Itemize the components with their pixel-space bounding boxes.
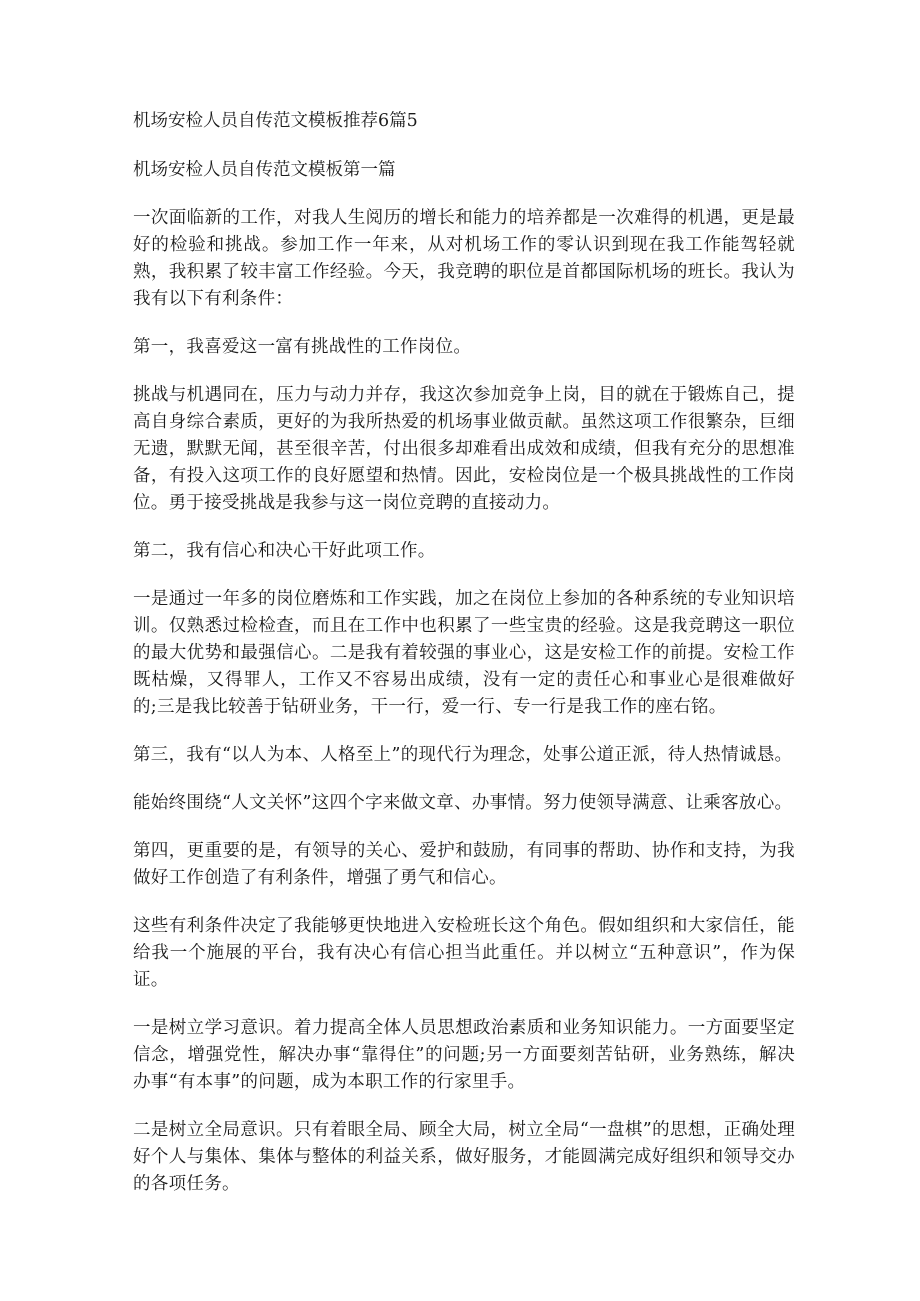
document-body xyxy=(133,108,795,1219)
paragraph-conditions-summary: 这些有利条件决定了我能够更快地进入安检班长这个角色。假如组织和大家信任，能给我一个施展的平台，我有决心有信心担当此重任。并以树立“五种意识”，作为保证。 xyxy=(133,916,795,990)
paragraph-learning-awareness: 一是树立学习意识。着力提高全体人员思想政治素质和业务知识能力。一方面要坚定信念，增强党性，解决办事“靠得住”的问题;另一方面要刻苦钻研，业务熟练，解决办事“有本事”的问题，成为本职工作的行家里手。 xyxy=(133,1018,795,1092)
paragraph-intro: 一次面临新的工作，对我人生阅历的增长和能力的培养都是一次难得的机遇，更是最好的检验和挑战。参加工作一年来，从对机场工作的零认识到现在我工作能驾轻就熟，我积累了较丰富工作经验。今天，我竞聘的职位是首都国际机场的班长。我认为我有以下有利条件： xyxy=(133,208,795,309)
paragraph-point-3-heading: 第三，我有“以人为本、人格至上”的现代行为理念，处事公道正派，待人热情诚恳。 xyxy=(133,745,793,765)
paragraph-point-1-body: 挑战与机遇同在，压力与动力并存，我这次参加竞争上岗，目的就在于锻炼自己，提高自身综合素质，更好的为我所热爱的机场事业做贡献。虽然这项工作很繁杂，巨细无遗，默默无闻，甚至很辛苦，付出很多却难看出成效和成绩，但我有充分的思想准备，有投入这项工作的良好愿望和热情。因此，安检岗位是一个极具挑战性的工作岗位。勇于接受挑战是我参与这一岗位竞聘的直接动力。 xyxy=(133,385,795,513)
paragraph-point-2-heading: 第二，我有信心和决心干好此项工作。 xyxy=(133,541,436,561)
paragraph-overall-awareness: 二是树立全局意识。只有着眼全局、顾全大局，树立全局“一盘棋”的思想，正确处理好个人与集体、集体与整体的利益关系，做好服务，才能圆满完成好组织和领导交办的各项任务。 xyxy=(133,1120,795,1194)
section-title: 机场安检人员自传范文模板第一篇 xyxy=(133,160,396,180)
document-title: 机场安检人员自传范文模板推荐6篇5 xyxy=(133,111,418,131)
paragraph-point-1-heading: 第一，我喜爱这一富有挑战性的工作岗位。 xyxy=(133,337,472,357)
paragraph-point-4: 第四，更重要的是，有领导的关心、爱护和鼓励，有同事的帮助、协作和支持，为我做好工作创造了有利条件，增强了勇气和信心。 xyxy=(133,841,795,888)
paragraph-point-3-body: 能始终围绕“人文关怀”这四个字来做文章、办事情。努力使领导满意、让乘客放心。 xyxy=(133,793,793,813)
paragraph-point-2-body: 一是通过一年多的岗位磨炼和工作实践，加之在岗位上参加的各种系统的专业知识培训。仅熟悉过检检查，而且在工作中也积累了一些宝贵的经验。这是我竞聘这一职位的最大优势和最强信心。二是我有着较强的事业心，这是安检工作的前提。安检工作既枯燥，又得罪人，工作又不容易出成绩，没有一定的责任心和事业心是很难做好的;三是我比较善于钻研业务，干一行，爱一行、专一行是我工作的座右铭。 xyxy=(133,589,795,717)
